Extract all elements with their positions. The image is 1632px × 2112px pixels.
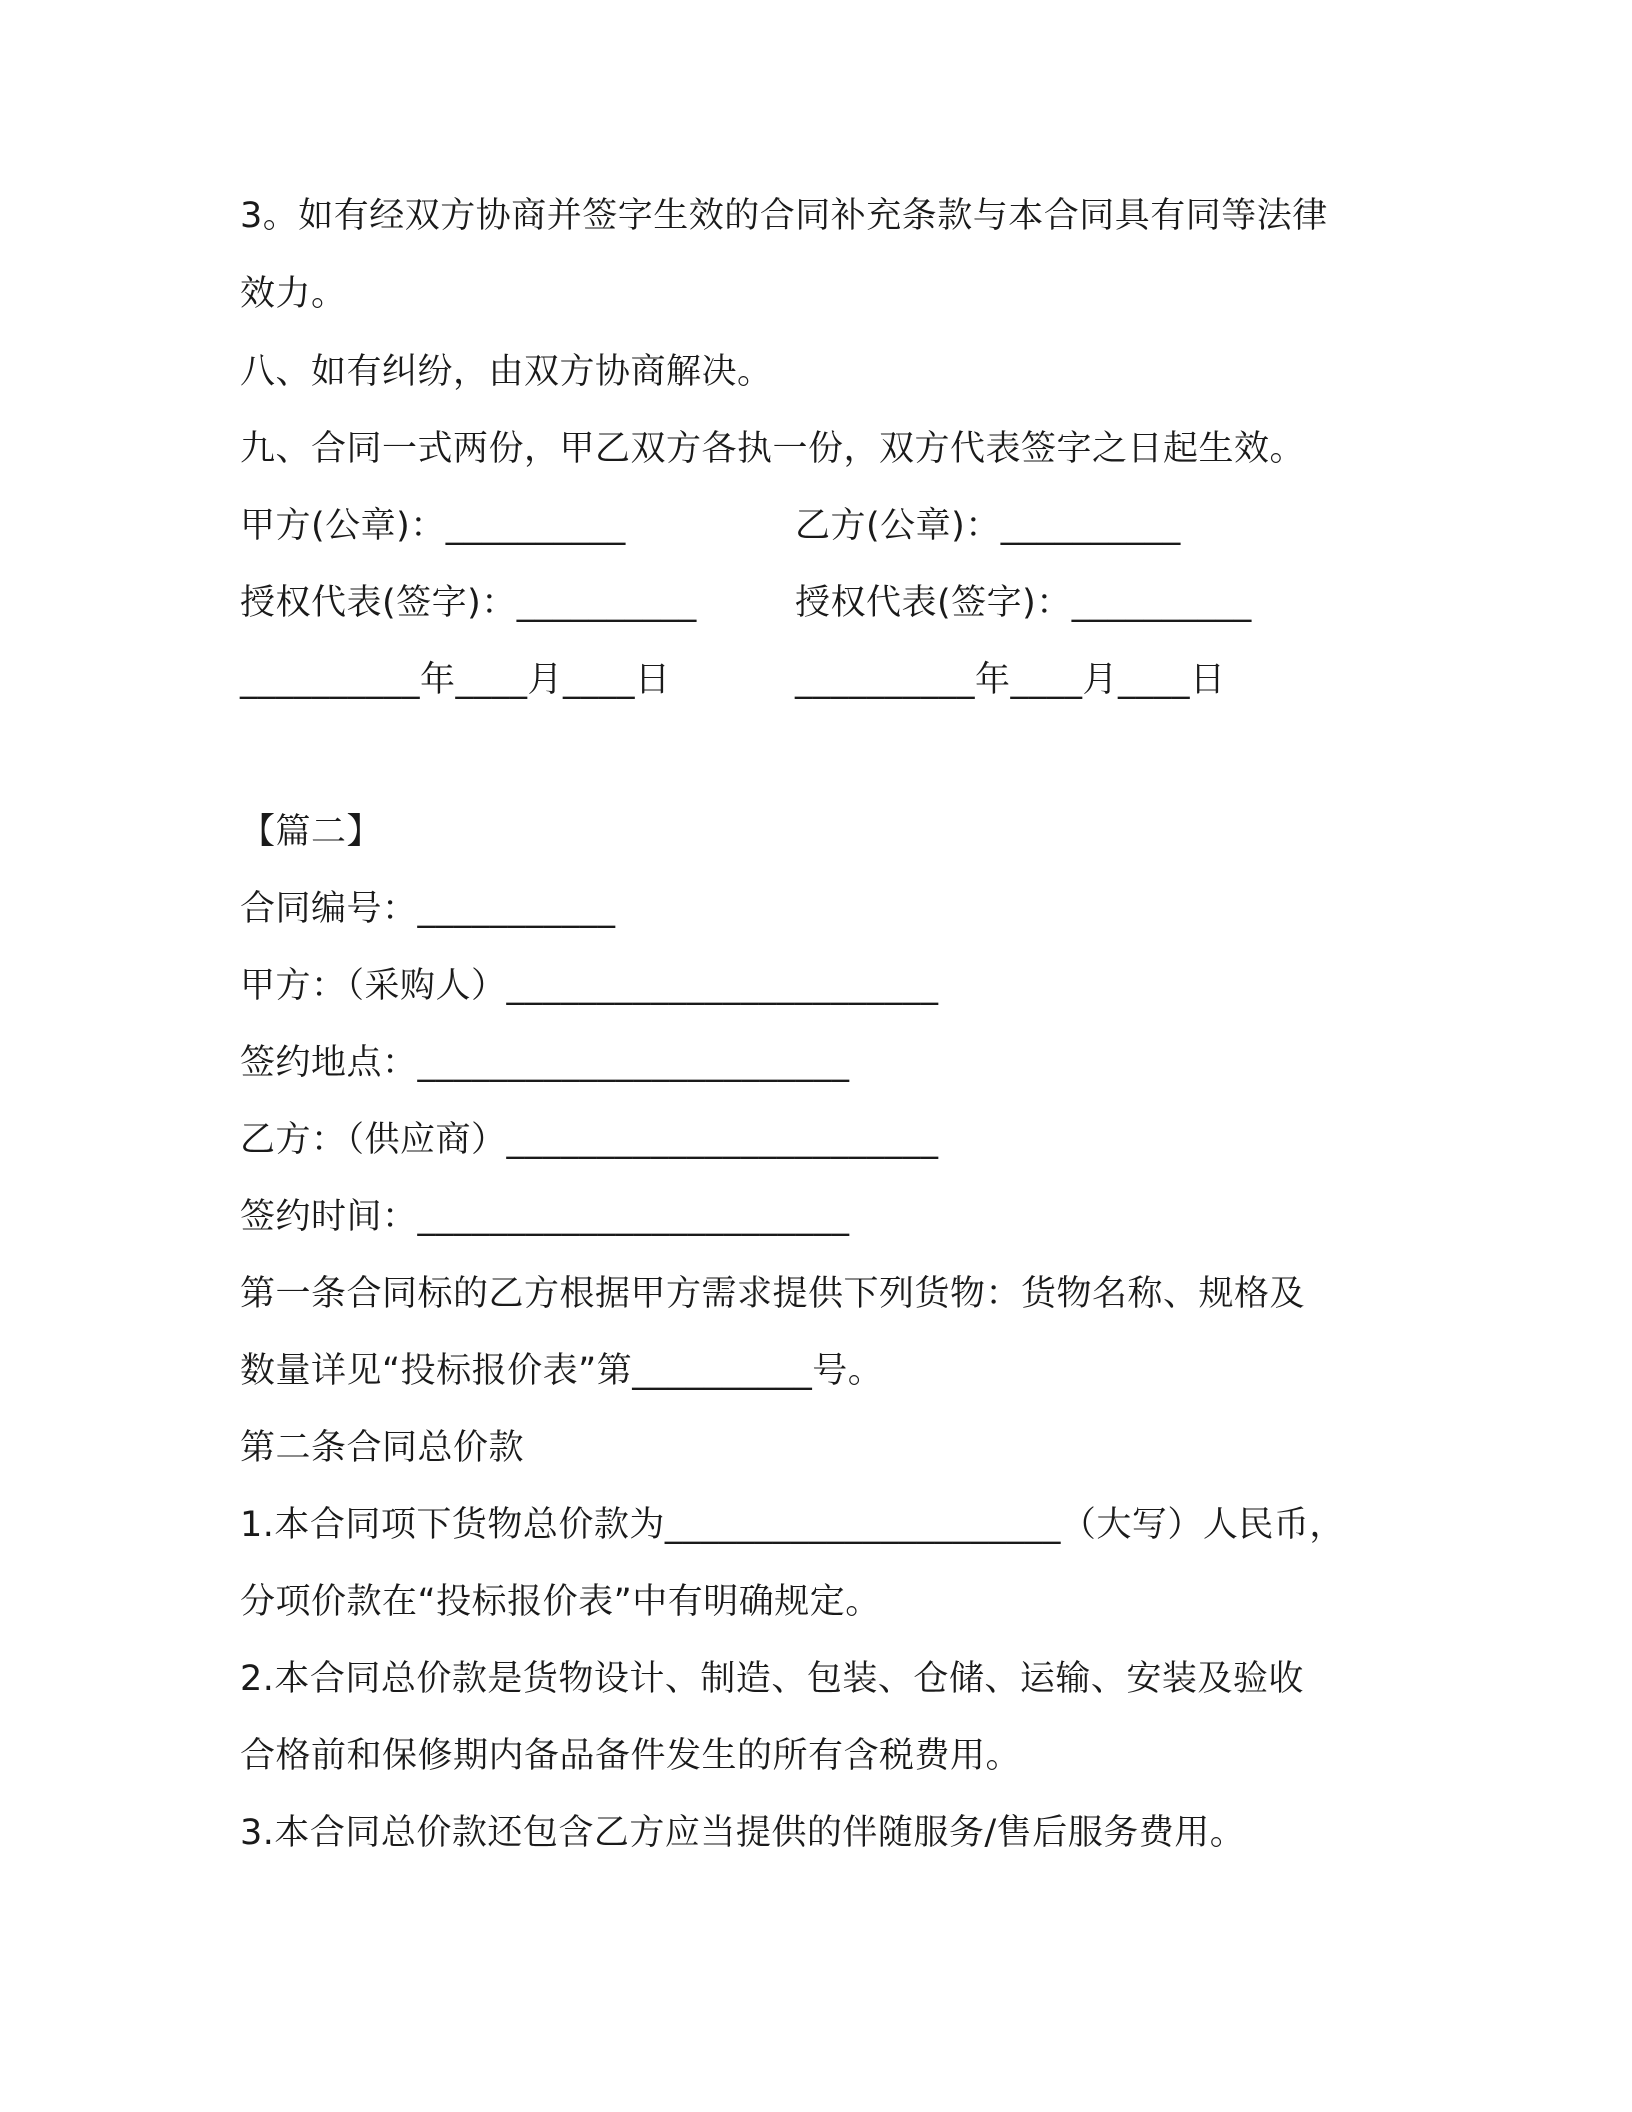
article-9: 九、合同一式两份，甲乙双方各执一份，双方代表签字之日起生效。 (240, 429, 1306, 469)
clause-3-line-2: 效力。 (240, 274, 347, 314)
item-2-line-2: 合格前和保修期内备品备件发生的所有含税费用。 (240, 1736, 1022, 1776)
party-a-seal: 甲方(公章)：__________ (240, 506, 626, 546)
item-1-line-2: 分项价款在“投标报价表”中有明确规定。 (240, 1582, 881, 1622)
party-a-representative: 授权代表(签字)：__________ (240, 583, 697, 623)
article-1-line-2: 数量详见“投标报价表”第__________号。 (240, 1351, 884, 1391)
section-2-heading: 【篇二】 (240, 812, 383, 852)
party-b-seal: 乙方(公章)：__________ (795, 506, 1181, 546)
signing-time: 签约时间：________________________ (240, 1197, 850, 1237)
item-2-line-1: 2.本合同总价款是货物设计、制造、包装、仓储、运输、安装及验收 (240, 1659, 1304, 1699)
item-1-line-1: 1.本合同项下货物总价款为______________________（大写）人民币， (240, 1505, 1345, 1545)
party-a-purchaser: 甲方：（采购人）________________________ (240, 966, 939, 1006)
party-b-supplier: 乙方：（供应商）________________________ (240, 1120, 939, 1160)
signing-place: 签约地点：________________________ (240, 1043, 850, 1083)
party-a-date: __________年____月____日 (240, 660, 671, 700)
clause-3-line-1: 3。如有经双方协商并签字生效的合同补充条款与本合同具有同等法律 (240, 196, 1328, 236)
item-3: 3.本合同总价款还包含乙方应当提供的伴随服务/售后服务费用。 (240, 1813, 1246, 1853)
article-2-title: 第二条合同总价款 (240, 1428, 525, 1468)
party-b-representative: 授权代表(签字)：__________ (795, 583, 1252, 623)
contract-number: 合同编号：___________ (240, 889, 616, 929)
article-8: 八、如有纠纷，由双方协商解决。 (240, 352, 773, 392)
article-1-line-1: 第一条合同标的乙方根据甲方需求提供下列货物：货物名称、规格及 (240, 1274, 1306, 1314)
party-b-date: __________年____月____日 (795, 660, 1226, 700)
